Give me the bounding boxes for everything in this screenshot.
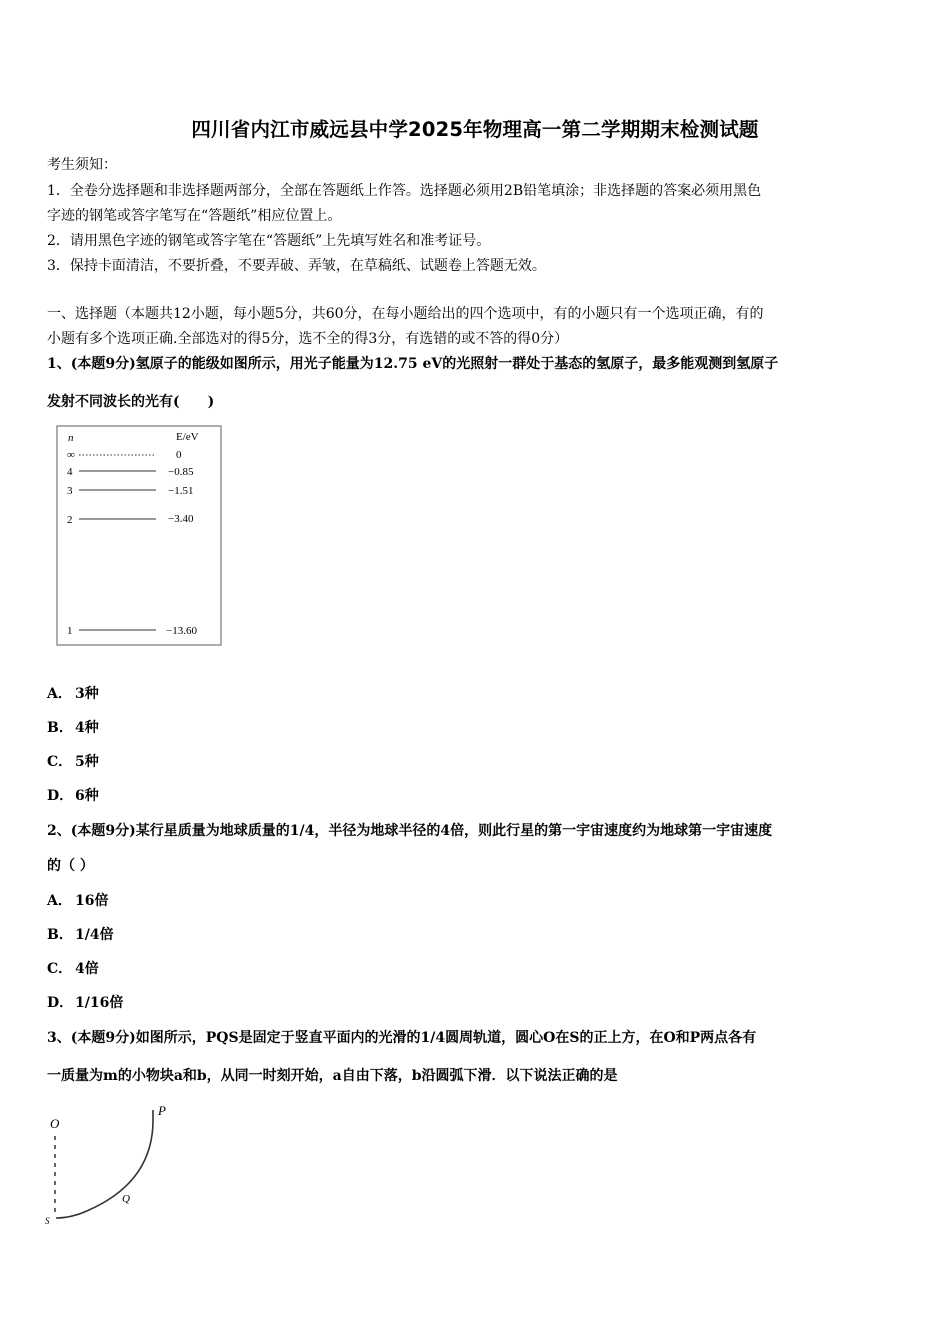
level-n-inf: ∞: [67, 449, 75, 461]
notice-heading: 考生须知：: [47, 157, 117, 173]
question-1-stem: 1、(本题9分)氢原子的能级如图所示，用光子能量为12.75 eV的光照射一群处于基态的氢原子，最多能观测到氢原子: [47, 356, 779, 372]
notice-line-1-cont: 字迹的钢笔或答字笔写在“答题纸”相应位置上。: [47, 208, 342, 224]
q2-option-c: C． 4倍: [47, 961, 99, 977]
level-e-4: −0.85: [168, 466, 194, 478]
n-axis-label: n: [68, 432, 74, 444]
question-3-stem-cont: 一质量为m的小物块a和b，从同一时刻开始，a自由下落，b沿圆弧下滑．以下说法正确的是: [47, 1068, 618, 1084]
q1-option-a: A． 3种: [47, 686, 99, 702]
point-o-label: O: [50, 1116, 60, 1131]
quarter-circle-track-figure: [44, 1100, 184, 1230]
question-2-stem-cont: 的（ ）: [47, 858, 94, 874]
level-e-inf: 0: [176, 449, 182, 461]
level-e-3: −1.51: [168, 485, 194, 497]
diagram-frame: [57, 426, 221, 645]
q1-option-c: C． 5种: [47, 754, 99, 770]
page-title: 四川省内江市威远县中学2025年物理高一第二学期期末检测试题: [191, 118, 759, 141]
section-instructions-line-1: 一、选择题（本题共12小题，每小题5分，共60分，在每小题给出的四个选项中，有的小题只有一个选项正确，有的: [47, 306, 764, 322]
level-n-3: 3: [67, 485, 73, 497]
question-2-stem: 2、(本题9分)某行星质量为地球质量的1/4，半径为地球半径的4倍，则此行星的第一宇宙速度约为地球第一宇宙速度: [47, 823, 773, 839]
level-n-4: 4: [67, 466, 73, 478]
notice-line-2: 2．请用黑色字迹的钢笔或答字笔在“答题纸”上先填写姓名和准考证号。: [47, 233, 491, 249]
question-3-stem: 3、(本题9分)如图所示，PQS是固定于竖直平面内的光滑的1/4圆周轨道，圆心O在S的正上方，在O和P两点各有: [47, 1030, 757, 1046]
q2-option-a: A． 16倍: [47, 893, 109, 909]
point-q-label: Q: [122, 1193, 130, 1205]
notice-line-1: 1．全卷分选择题和非选择题两部分，全部在答题纸上作答。选择题必须用2B铅笔填涂；非选择题的答案必须用黑色: [47, 183, 762, 199]
q1-option-d: D． 6种: [47, 788, 99, 804]
level-e-2: −3.40: [168, 513, 194, 525]
question-1-stem-cont: 发射不同波长的光有( ): [47, 394, 215, 410]
energy-axis-label: E/eV: [176, 431, 199, 443]
point-p-label: P: [158, 1103, 166, 1118]
level-n-1: 1: [67, 625, 73, 637]
energy-level-diagram: [56, 425, 224, 647]
level-e-1: −13.60: [166, 625, 197, 637]
q2-option-d: D． 1/16倍: [47, 995, 124, 1011]
level-n-2: 2: [67, 514, 73, 526]
q2-option-b: B． 1/4倍: [47, 927, 114, 943]
q1-option-b: B． 4种: [47, 720, 99, 736]
arc-track-pqs: [56, 1110, 153, 1218]
section-instructions-line-2: 小题有多个选项正确.全部选对的得5分，选不全的得3分，有选错的或不答的得0分）: [47, 331, 569, 347]
point-s-label: S: [45, 1216, 50, 1226]
notice-line-3: 3．保持卡面清洁，不要折叠，不要弄破、弄皱，在草稿纸、试题卷上答题无效。: [47, 258, 546, 274]
